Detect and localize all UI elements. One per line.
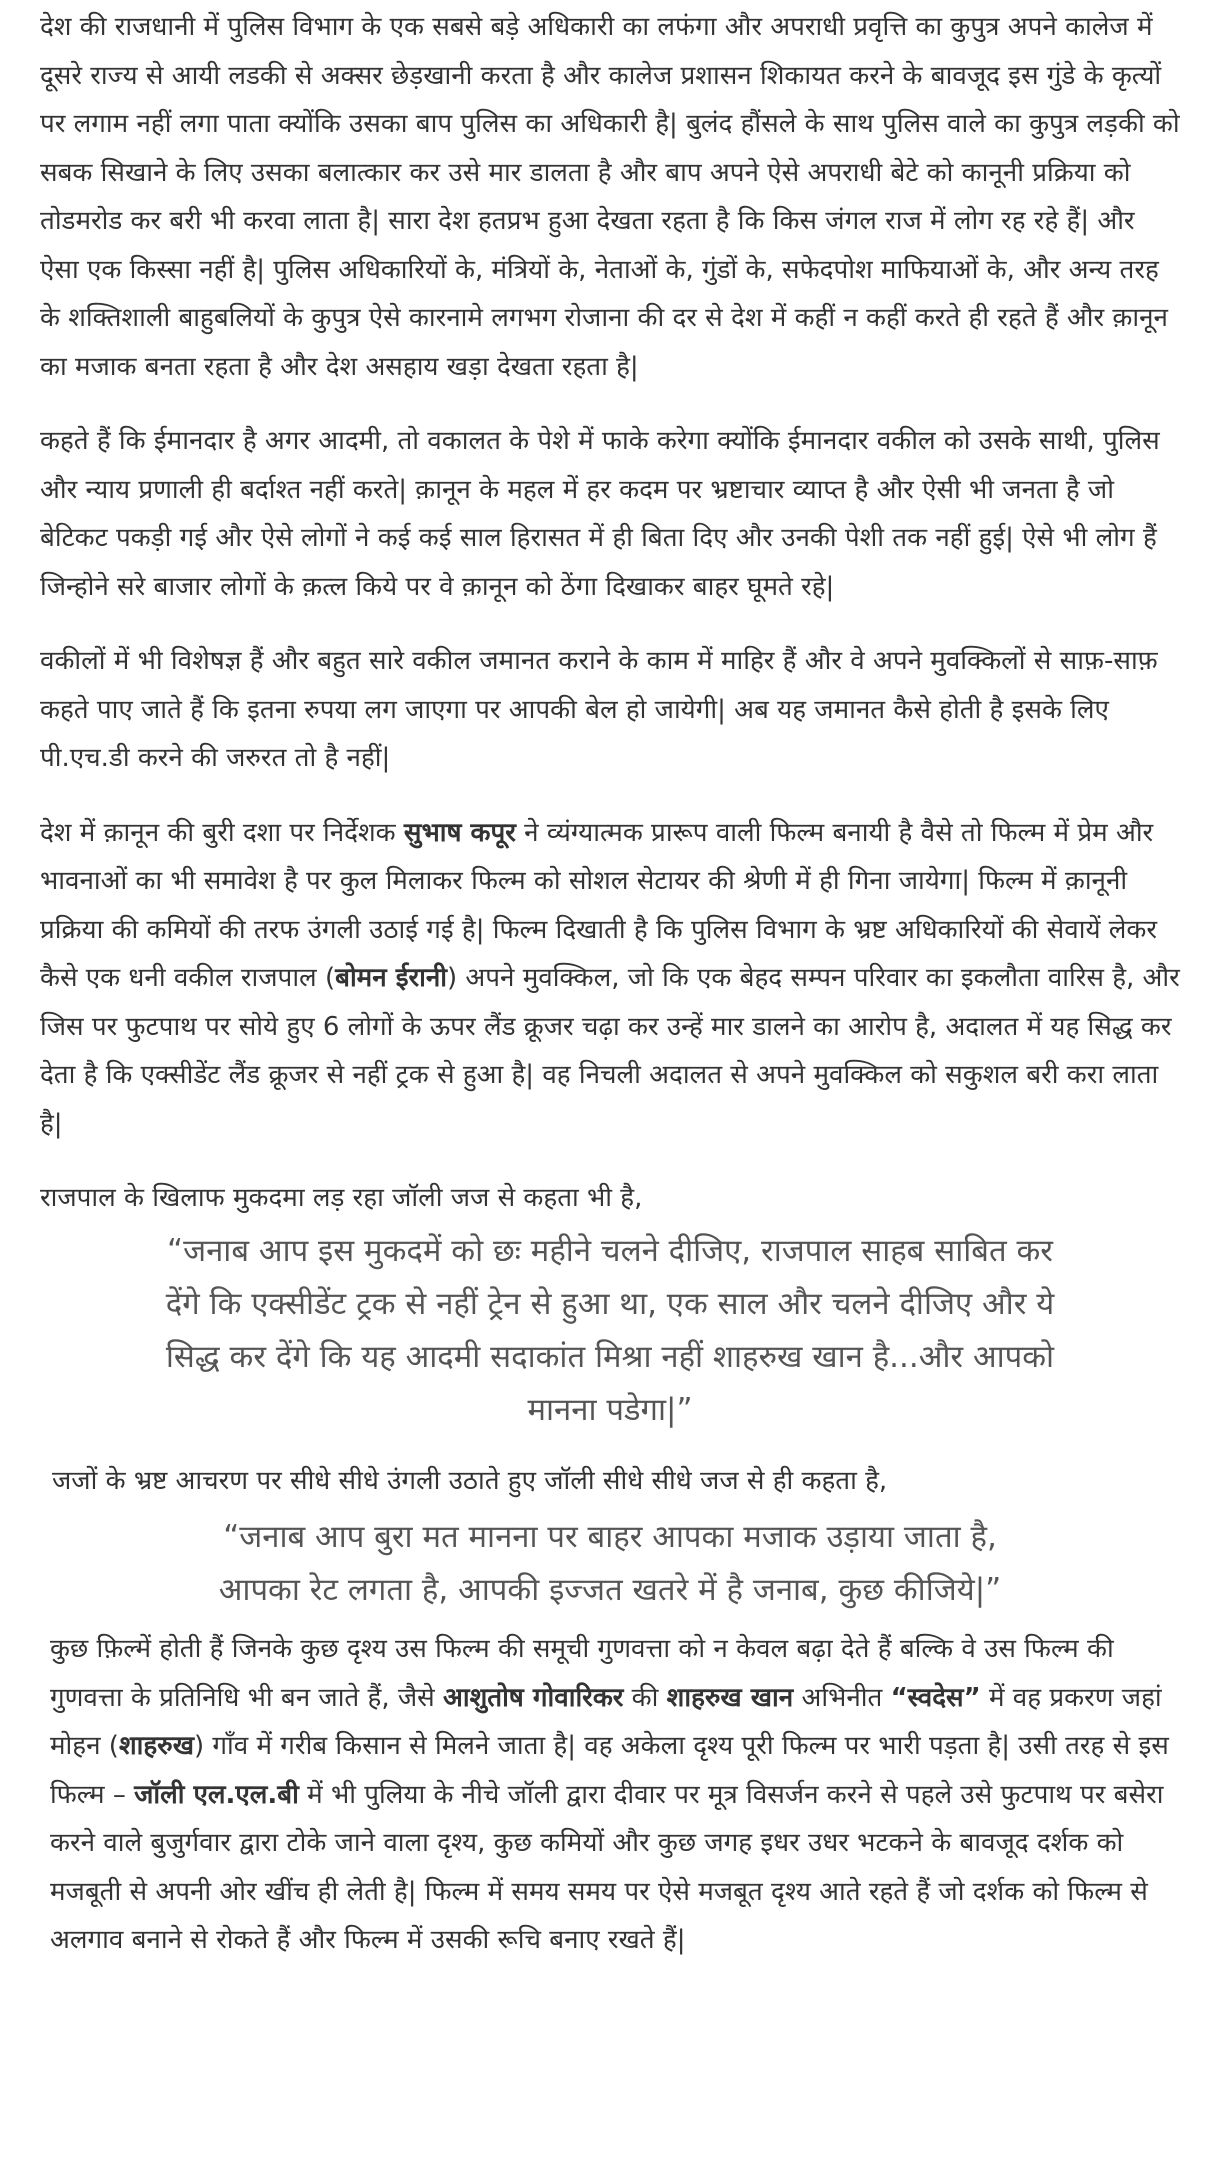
character-name: शाहरुख — [118, 1731, 194, 1761]
paragraph-1: देश की राजधानी में पुलिस विभाग के एक सबसे बड़े अधिकारी का लफंगा और अपराधी प्रवृत्ति का कुपुत्र अपने कालेज में दूसरे राज्य से आयी लडकी से अक्सर छेड़खानी करता है और कालेज प्रशासन शिकायत करने के बावजूद इस गुंडे के कृत्यों पर लगाम नहीं लगा पाता क्योंकि उसका बाप पुलिस का अधिकारी है| बुलंद हौंसले के साथ पुलिस वाले का कुपुत्र लड़की को सबक सिखाने के लिए उसका बलात्कार कर उसे मार डालता है और बाप अपने ऐसे अपराधी बेटे को कानूनी प्रक्रिया को तोडमरोड कर बरी भी करवा लाता है| सारा देश हतप्रभ हुआ देखता रहता है कि किस जंगल राज में लोग रह रहे हैं| और ऐसा एक किस्सा नहीं है| पुलिस अधिकारियों के, मंत्रियों के, नेताओं के, गुंडों के, सफेदपोश माफियाओं के, और अन्य तरह के शक्तिशाली बाहुबलियों के कुपुत्र ऐसे कारनामे लगभग रोजाना की दर से देश में कहीं न कहीं करते ही रहते हैं और क़ानून का मजाक बनता रहता है और देश असहाय खड़ा देखता रहता है| — [40, 12, 1180, 382]
paragraph-5: राजपाल के खिलाफ मुकदमा लड़ रहा जॉली जज से कहता भी है, — [40, 1183, 643, 1213]
paragraph-6: जजों के भ्रष्ट आचरण पर सीधे सीधे उंगली उठाते हुए जॉली सीधे सीधे जज से ही कहता है, — [52, 1465, 888, 1496]
paragraph-7-text-3: अभिनीत — [793, 1682, 891, 1713]
paragraph-4-text-1: देश में क़ानून की बुरी दशा पर निर्देशक — [40, 817, 404, 848]
paragraph-7-text-4: में वह प्रकरण जहां मोहन ( — [50, 1682, 1162, 1761]
paragraph-7 — [40, 1625, 1180, 1965]
quote-2: “जनाब आप बुरा मत मानना पर बाहर आपका मजाक उड़ाया जाता है, आपका रेट लगता है, आपकी इज्जत खतरे में है जनाब, कुछ कीजिये|” — [218, 1519, 1002, 1608]
paragraph-7-text-2: की — [623, 1682, 667, 1713]
director-name: सुभाष कपूर — [403, 817, 516, 848]
paragraph-4 — [40, 809, 1180, 1149]
film-name-2: जॉली एल.एल.बी — [134, 1779, 299, 1810]
paragraph-4-text-3: ) अपने मुवक्किल, जो कि एक बेहद सम्पन परिवार का इकलौता वारिस है, और जिस पर फुटपाथ पर सोये हुए 6 लोगों के ऊपर लैंड क्रूजर चढ़ा कर उन्हें मार डालने का आरोप है, अदालत में यह सिद्ध कर देता है कि एक्सीडेंट लैंड क्रूजर से नहीं ट्रक से हुआ है| वह निचली अदालत से अपने मुवक्किल को सकुशल बरी करा लाता है| — [40, 963, 1180, 1139]
paragraph-4-text-2: ने व्यंग्यात्मक प्रारूप वाली फिल्म बनायी है वैसे तो फिल्म में प्रेम और भावनाओं का भी समावेश है पर कुल मिलाकर फिल्म को सोशल सेटायर की श्रेणी में ही गिना जायेगा| फिल्म में क़ानूनी प्रक्रिया की कमियों की तरफ उंगली उठाई गई है| फिल्म दिखाती है कि पुलिस विभाग के भ्रष्ट अधिकारियों की सेवायें लेकर कैसे एक धनी वकील राजपाल ( — [40, 817, 1158, 993]
paragraph-3: वकीलों में भी विशेषज्ञ हैं और बहुत सारे वकील जमानत कराने के काम में माहिर हैं और वे अपने मुवक्किलों से साफ़-साफ़ कहते पाए जाते हैं कि इतना रुपया लग जाएगा पर आपकी बेल हो जायेगी| अब यह जमानत कैसे होती है इसके लिए पी.एच.डी करने की जरुरत तो है नहीं| — [40, 646, 1158, 773]
paragraph-2: कहते हैं कि ईमानदार है अगर आदमी, तो वकालत के पेशे में फाके करेगा क्योंकि ईमानदार वकील को उसके साथी, पुलिस और न्याय प्रणाली ही बर्दाश्त नहीं करते| क़ानून के महल में हर कदम पर भ्रष्टाचार व्याप्त है और ऐसी भी जनता है जो बेटिकट पकड़ी गई और ऐसे लोगों ने कई कई साल हिरासत में ही बिता दिए और उनकी पेशी तक नहीं हुई| ऐसे भी लोग हैं जिन्होने सरे बाजार लोगों के क़त्ल किये पर वे क़ानून को ठेंगा दिखाकर बाहर घूमते रहे| — [40, 426, 1160, 602]
paragraph-7-text-5: ) गाँव में गरीब किसान से मिलने जाता है| वह अकेला दृश्य पूरी फिल्म पर भारी पड़ता है| उसी तरह से इस फिल्म – — [50, 1731, 1169, 1810]
actor-name-2: शाहरुख खान — [666, 1682, 794, 1713]
article-body — [40, 0, 1180, 1965]
quote-1: “जनाब आप इस मुकदमें को छः महीने चलने दीजिए, राजपाल साहब साबित कर देंगे कि एक्सीडेंट ट्रक से नहीं ट्रेन से हुआ था, एक साल और चलने दीजिए और ये सिद्ध कर देंगे कि यह आदमी सदाकांत मिश्रा नहीं शाहरुख खान है...और आपको मानना पडेगा|” — [165, 1232, 1055, 1428]
actor-name: बोमन ईरानी — [335, 963, 448, 993]
film-name: “स्वदेस” — [890, 1682, 981, 1713]
paragraph-7-text-6: में भी पुलिया के नीचे जॉली द्वारा दीवार पर मूत्र विसर्जन करने से पहले उसे फुटपाथ पर बसेरा करने वाले बुजुर्गवार द्वारा टोके जाने वाला दृश्य, कुछ कमियों और कुछ जगह इधर उधर भटकने के बावजूद दर्शक को मजबूती से अपनी ओर खींच ही लेती है| फिल्म में समय समय पर ऐसे मजबूत दृश्य आते रहते हैं जो दर्शक को फिल्म से अलगाव बनाने से रोकते हैं और फिल्म में उसकी रूचि बनाए रखते हैं| — [50, 1779, 1164, 1955]
paragraph-7-text-1: कुछ फ़िल्में होती हैं जिनके कुछ दृश्य उस फिल्म की समूची गुणवत्ता को न केवल बढ़ा देते हैं बल्कि वे उस फिल्म की गुणवत्ता के प्रतिनिधि भी बन जाते हैं, जैसे — [50, 1634, 1114, 1713]
director-name-2: आशुतोष गोवारिकर — [443, 1682, 624, 1713]
